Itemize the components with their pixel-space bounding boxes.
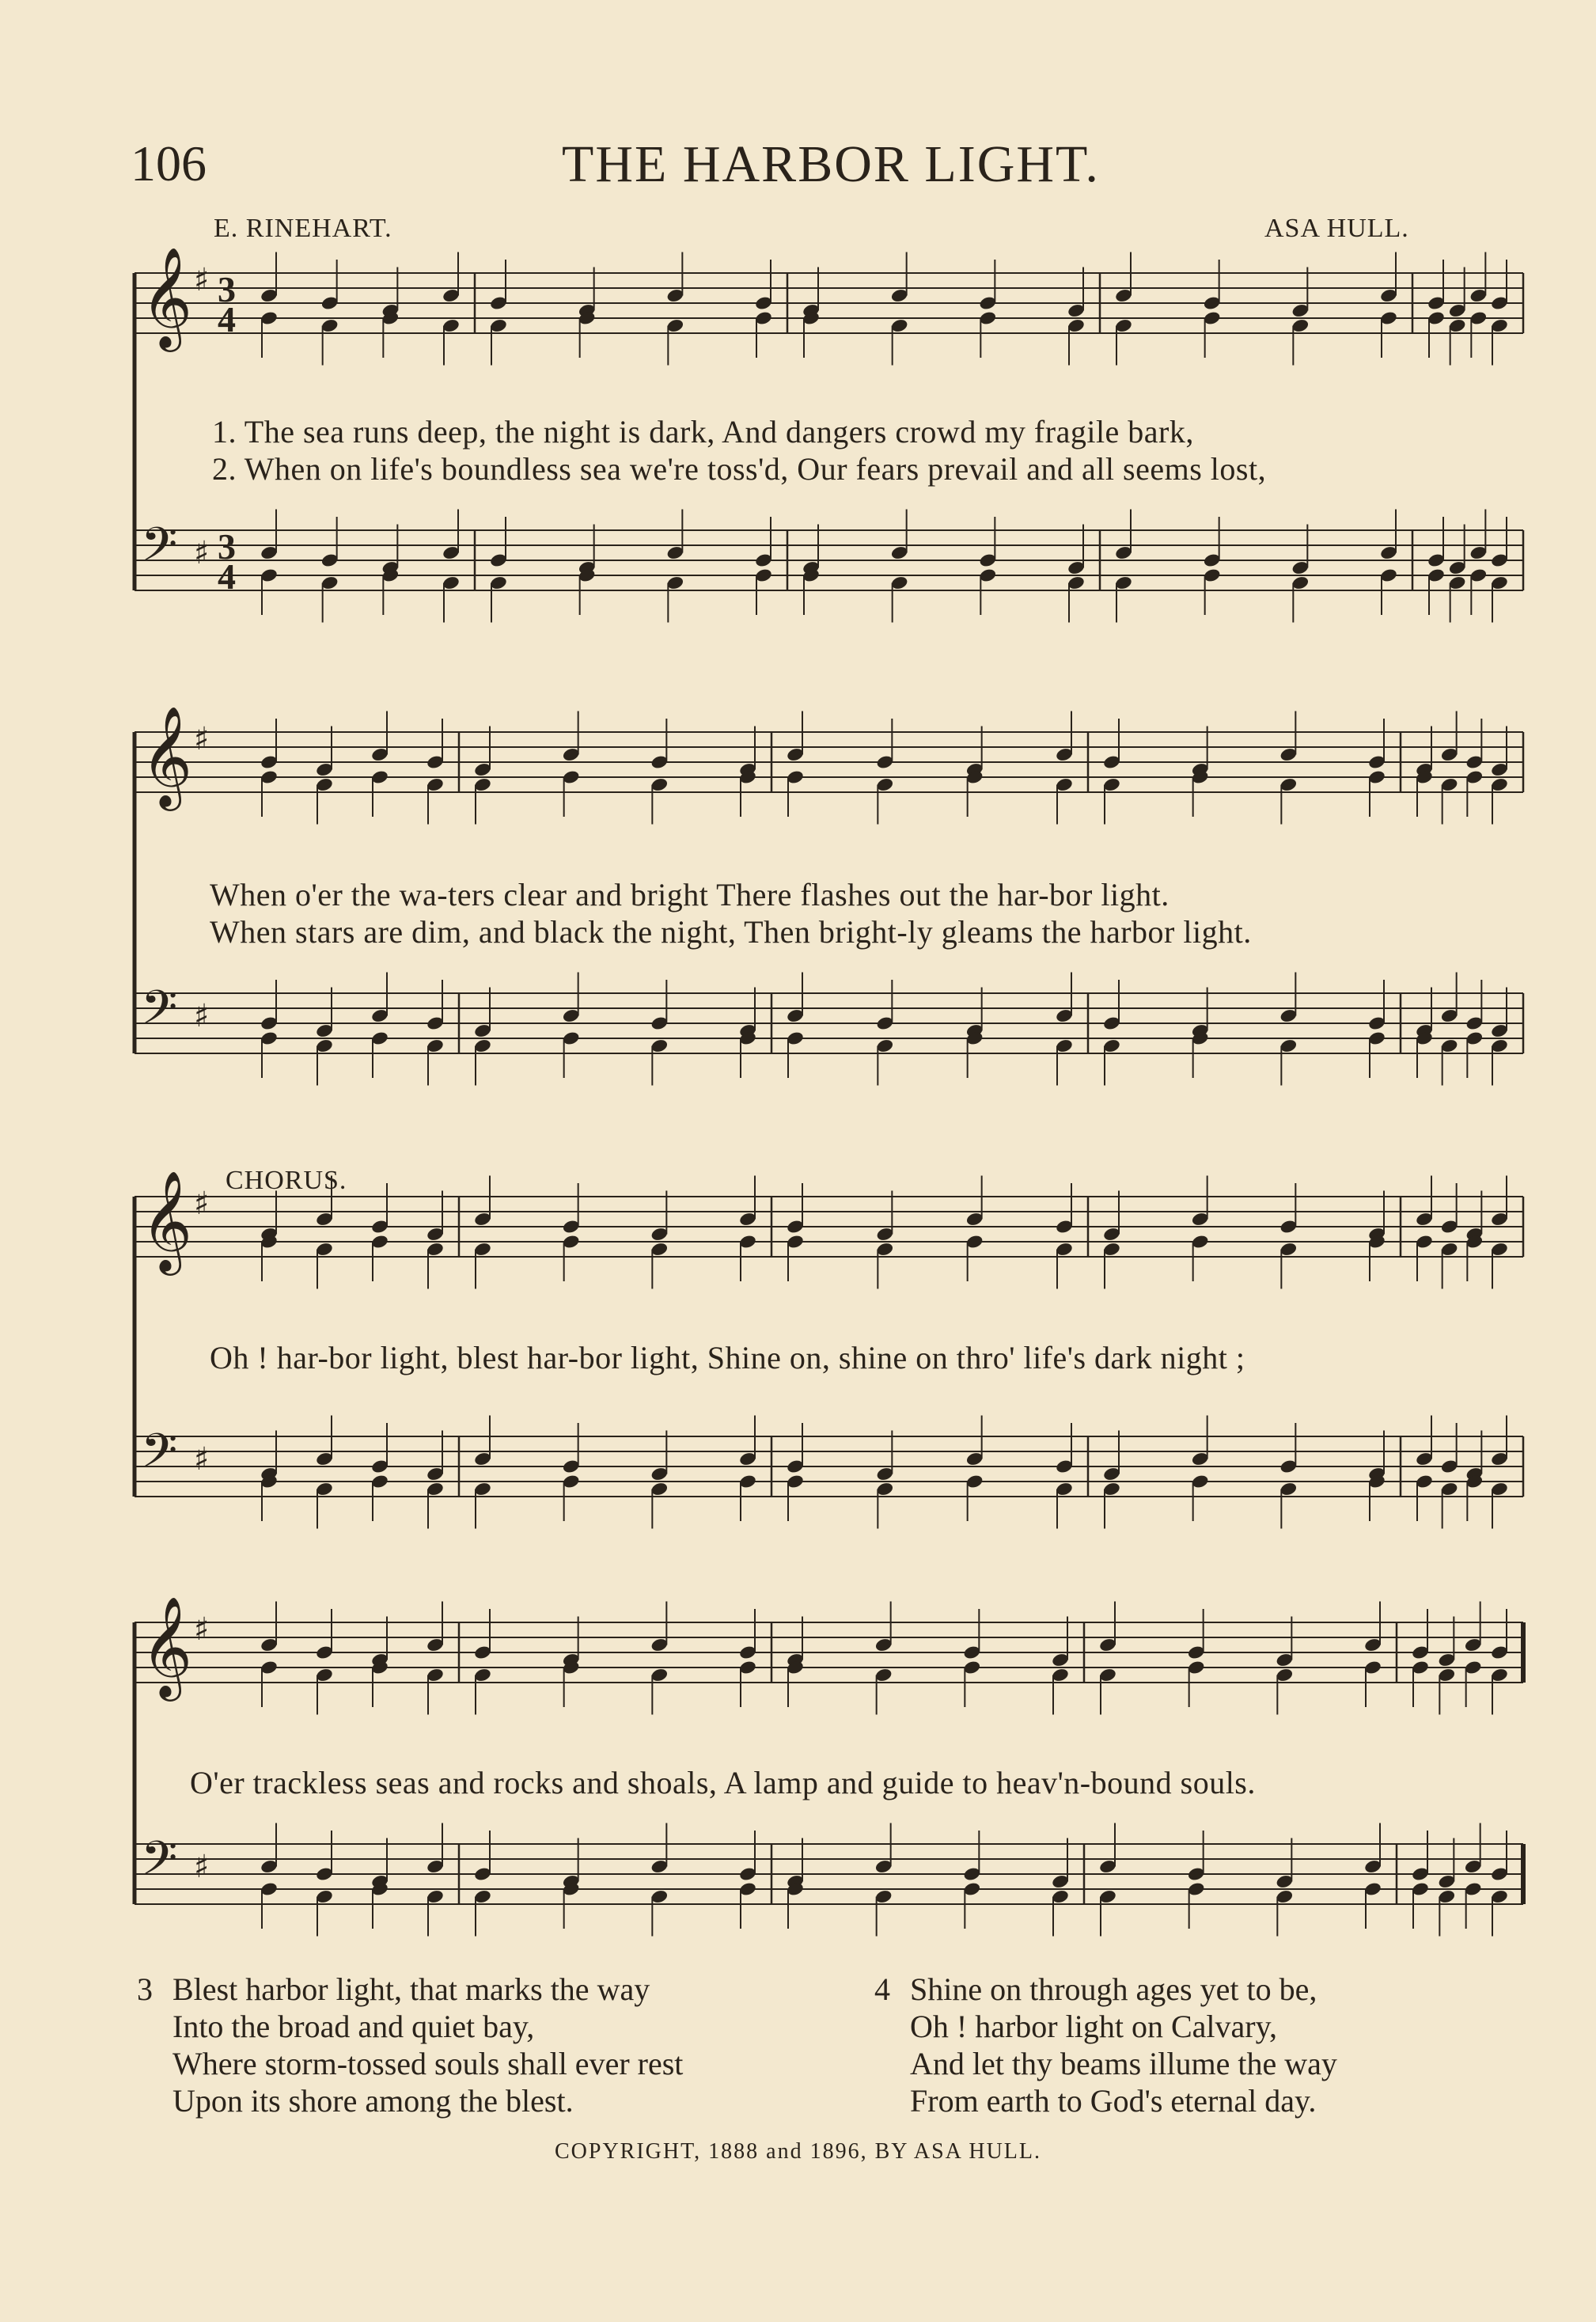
copyright-notice: COPYRIGHT, 1888 and 1896, BY ASA HULL.: [554, 2139, 1041, 2164]
verse-1-lyric-line-2: When o'er the wa-ters clear and bright There flashes out the har-bor light.: [210, 877, 1170, 912]
stanza-number: 3: [137, 1971, 153, 2007]
treble-clef-icon: 𝄞: [141, 246, 193, 347]
verse-1-lyric-line-1: 1. The sea runs deep, the night is dark, And dangers crowd my fragile bark,: [212, 414, 1194, 450]
key-signature-sharp-icon: ♯: [194, 1186, 210, 1222]
chorus-label: CHORUS.: [226, 1166, 347, 1195]
chorus-lyric-line-1: Oh ! har-bor light, blest har-bor light, Shine on, shine on thro' life's dark night ;: [210, 1340, 1245, 1375]
stanza-line: And let thy beams illume the way: [910, 2046, 1337, 2081]
stanza-number: 4: [874, 1971, 890, 2007]
key-signature-sharp-icon: ♯: [194, 535, 210, 571]
key-signature-sharp-icon: ♯: [194, 721, 210, 757]
time-signature-top: 3: [218, 526, 236, 567]
time-signature-bottom: 4: [218, 556, 236, 597]
page-title: THE HARBOR LIGHT.: [562, 135, 1100, 193]
key-signature-sharp-icon: ♯: [194, 1849, 210, 1885]
treble-clef-icon: 𝄞: [141, 1595, 193, 1697]
key-signature-sharp-icon: ♯: [194, 262, 210, 298]
key-signature-sharp-icon: ♯: [194, 998, 210, 1034]
treble-clef-icon: 𝄞: [141, 1170, 193, 1271]
stanza-line: Shine on through ages yet to be,: [910, 1971, 1317, 2007]
stanza-line: From earth to God's eternal day.: [910, 2083, 1317, 2119]
bass-clef-icon: 𝄢: [141, 980, 178, 1046]
stanza-line: Oh ! harbor light on Calvary,: [910, 2009, 1277, 2044]
stanza-line: Into the broad and quiet bay,: [172, 2009, 535, 2044]
key-signature-sharp-icon: ♯: [194, 1611, 210, 1648]
treble-clef-icon: 𝄞: [141, 705, 193, 806]
author-credit: E. RINEHART.: [214, 214, 392, 243]
key-signature-sharp-icon: ♯: [194, 1441, 210, 1478]
page-number: 106: [131, 135, 207, 192]
chorus-lyric-line-2: O'er trackless seas and rocks and shoals, A lamp and guide to heav'n-bound souls.: [190, 1765, 1256, 1800]
stanza-line: Where storm-tossed souls shall ever rest: [172, 2046, 684, 2081]
verse-2-lyric-line-1: 2. When on life's boundless sea we're toss'd, Our fears prevail and all seems lost,: [212, 451, 1267, 487]
time-signature-bottom: 4: [218, 299, 236, 340]
composer-credit: ASA HULL.: [1264, 214, 1409, 243]
bass-clef-icon: 𝄢: [141, 1831, 178, 1897]
stanza-line: Upon its shore among the blest.: [172, 2083, 574, 2119]
stanza-line: Blest harbor light, that marks the way: [172, 1971, 650, 2007]
stanza-4: [874, 1971, 1337, 2119]
bass-clef-icon: 𝄢: [141, 1423, 178, 1489]
stanza-3: [137, 1971, 684, 2119]
verse-2-lyric-line-2: When stars are dim, and black the night, Then bright-ly gleams the harbor light.: [210, 914, 1252, 950]
time-signature-top: 3: [218, 269, 236, 309]
bass-clef-icon: 𝄢: [141, 517, 178, 583]
